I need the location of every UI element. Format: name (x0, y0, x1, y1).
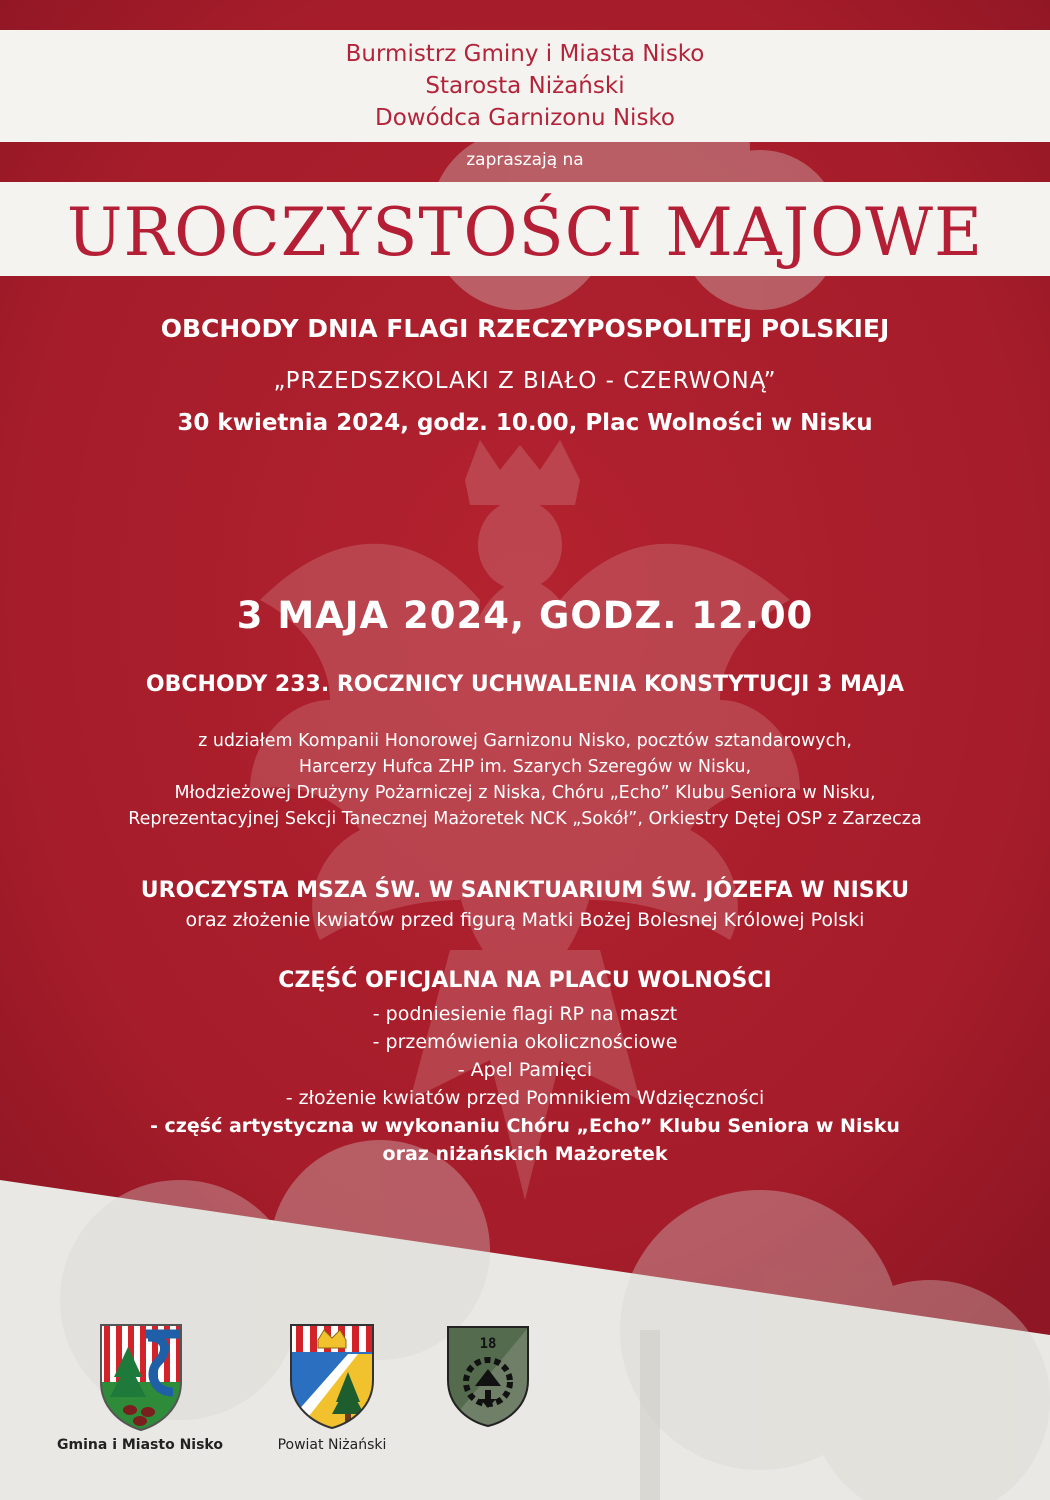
program-item: - podniesienie flagi RP na maszt (372, 1003, 678, 1025)
may3-heading: OBCHODY 233. ROCZNICY UCHWALENIA KONSTYTUCJI 3 MAJA (145, 672, 905, 697)
invite-text: zapraszają na (466, 150, 584, 170)
page-title: UROCZYSTOŚCI MAJOWE (66, 194, 984, 271)
participants-line: Reprezentacyjnej Sekcji Tanecznej Mażoretek NCK „Sokół”, Orkiestry Dętej OSP z Zarzecza (128, 809, 922, 829)
flag-day-subtitle: „PRZEDSZKOLAKI Z BIAŁO - CZERWONĄ” (273, 368, 777, 394)
participants-list (0, 728, 1050, 832)
hosts (0, 38, 1050, 134)
participants-line: z udziałem Kompanii Honorowej Garnizonu Nisko, pocztów sztandarowych, (198, 731, 852, 751)
official-part-heading: CZĘŚĆ OFICJALNA NA PLACU WOLNOŚCI (278, 968, 772, 993)
powiat-coat-of-arms-icon (288, 1322, 376, 1430)
powiat-label: Powiat Niżański (277, 1437, 387, 1453)
host-garrison-commander: Dowódca Garnizonu Nisko (374, 105, 675, 131)
program-item-bold: oraz niżańskich Mażoretek (382, 1143, 668, 1165)
program-item: - Apel Pamięci (457, 1059, 593, 1081)
program-item: - przemówienia okolicznościowe (372, 1031, 678, 1053)
brigade-18-badge-icon (445, 1324, 531, 1428)
program-list (0, 1000, 1050, 1168)
mass-heading: UROCZYSTA MSZA ŚW. W SANKTUARIUM ŚW. JÓZEFA W NISKU (140, 878, 910, 903)
gmina-label: Gmina i Miasto Nisko (57, 1437, 223, 1453)
brigade-number: 18 (479, 1336, 497, 1352)
participants-line: Młodzieżowej Drużyny Pożarniczej z Niska, Chóru „Echo” Klubu Seniora w Nisku, (174, 783, 876, 803)
mass-subtext: oraz złożenie kwiatów przed figurą Matki Bożej Bolesnej Królowej Polski (185, 909, 865, 931)
participants-line: Harcerzy Hufca ZHP im. Szarych Szeregów w Nisku, (298, 757, 752, 777)
host-mayor: Burmistrz Gminy i Miasta Nisko (345, 41, 705, 67)
flag-day-when-where: 30 kwietnia 2024, godz. 10.00, Plac Wolności w Nisku (177, 410, 873, 436)
gmina-nisko-coat-of-arms-icon (98, 1322, 184, 1432)
may3-date: 3 MAJA 2024, GODZ. 12.00 (236, 594, 814, 637)
program-item: - złożenie kwiatów przed Pomnikiem Wdzięczności (285, 1087, 765, 1109)
program-item-bold: - część artystyczna w wykonaniu Chóru „Echo” Klubu Seniora w Nisku (150, 1115, 900, 1137)
flag-day-heading: OBCHODY DNIA FLAGI RZECZYPOSPOLITEJ POLSKIEJ (160, 314, 890, 343)
host-starost: Starosta Niżański (425, 73, 625, 99)
